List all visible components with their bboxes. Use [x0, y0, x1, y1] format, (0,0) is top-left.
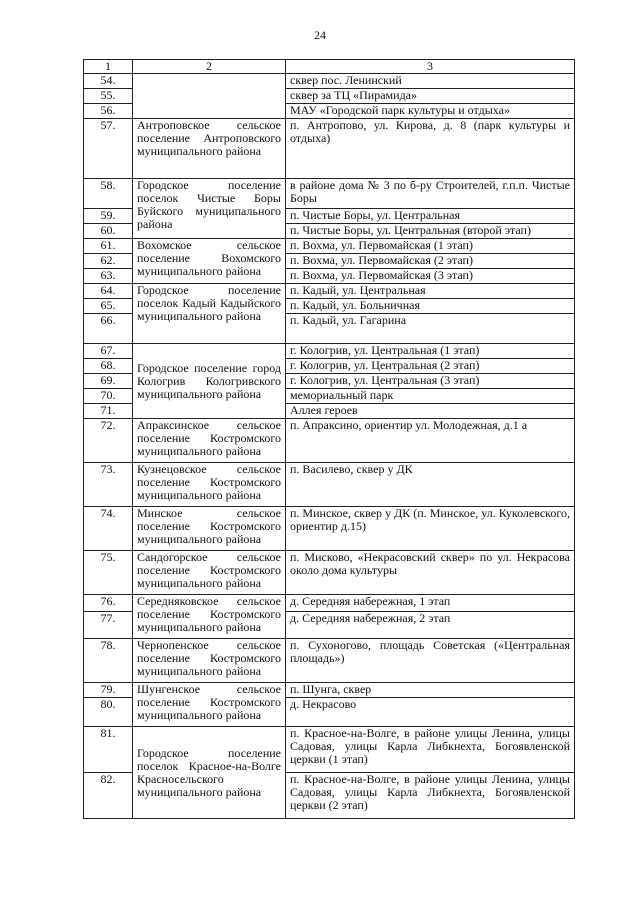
table-row: [84, 119, 575, 179]
row-number: 65.: [84, 299, 133, 314]
row-number: 81.: [84, 727, 133, 773]
municipality-cell: Минское сельское поселение Костромского муниципального района: [133, 507, 286, 551]
municipality-cell: Антроповское сельское поселение Антроповского муниципального района: [133, 119, 286, 179]
municipality-cell: Шунгенское сельское поселение Костромского муниципального района: [133, 683, 286, 727]
location-cell: МАУ «Городской парк культуры и отдыха»: [286, 104, 575, 119]
row-number: 70.: [84, 389, 133, 404]
location-cell: сквер пос. Ленинский: [286, 74, 575, 89]
row-number: 60.: [84, 224, 133, 239]
location-cell: п. Мисково, «Некрасовский сквер» по ул. Некрасова около дома культуры: [286, 551, 575, 595]
row-number: 56.: [84, 104, 133, 119]
location-cell: п. Чистые Боры, ул. Центральная: [286, 209, 575, 224]
location-cell: сквер за ТЦ «Пирамида»: [286, 89, 575, 104]
row-number: 58.: [84, 179, 133, 209]
row-number: 72.: [84, 419, 133, 463]
row-number: 57.: [84, 119, 133, 179]
location-cell: г. Кологрив, ул. Центральная (1 этап): [286, 344, 575, 359]
municipality-cell: Вохомское сельское поселение Вохомского муниципального района: [133, 239, 286, 284]
location-cell: п. Вохма, ул. Первомайская (1 этап): [286, 239, 575, 254]
table-row: [84, 74, 575, 89]
table-row: [84, 639, 575, 683]
table-row: [84, 727, 575, 773]
location-cell: п. Кадый, ул. Центральная: [286, 284, 575, 299]
row-number: 67.: [84, 344, 133, 359]
location-cell: д. Середняя набережная, 1 этап: [286, 595, 575, 612]
row-number: 80.: [84, 698, 133, 727]
row-number: 76.: [84, 595, 133, 612]
location-cell: п. Минское, сквер у ДК (п. Минское, ул. Куколевского, ориентир д.15): [286, 507, 575, 551]
table-row: [84, 344, 575, 359]
location-cell: п. Сухоногово, площадь Советская («Центральная площадь»): [286, 639, 575, 683]
municipality-cell: [133, 74, 286, 119]
table-row: [84, 507, 575, 551]
header-col-1: 1: [84, 60, 133, 74]
table-row: [84, 419, 575, 463]
table-header-row: [84, 60, 575, 74]
location-cell: п. Антропово, ул. Кирова, д. 8 (парк культуры и отдыха): [286, 119, 575, 179]
header-col-2: 2: [133, 60, 286, 74]
table-row: [84, 239, 575, 254]
location-cell: г. Кологрив, ул. Центральная (3 этап): [286, 374, 575, 389]
location-cell: г. Кологрив, ул. Центральная (2 этап): [286, 359, 575, 374]
row-number: 64.: [84, 284, 133, 299]
row-number: 68.: [84, 359, 133, 374]
row-number: 79.: [84, 683, 133, 698]
row-number: 59.: [84, 209, 133, 224]
header-col-3: 3: [286, 60, 575, 74]
table-row: [84, 179, 575, 209]
row-number: 55.: [84, 89, 133, 104]
location-cell: п. Апраксино, ориентир ул. Молодежная, д.1 а: [286, 419, 575, 463]
municipality-cell: Городское поселение поселок Красное-на-Волге Красносельского муниципального района: [133, 727, 286, 819]
row-number: 69.: [84, 374, 133, 389]
row-number: 77.: [84, 612, 133, 639]
row-number: 63.: [84, 269, 133, 284]
location-cell: п. Красное-на-Волге, в районе улицы Ленина, улицы Садовая, улицы Карла Либкнехта, Богоявленской церкви (2 этап): [286, 773, 575, 819]
location-cell: п. Чистые Боры, ул. Центральная (второй этап): [286, 224, 575, 239]
municipality-cell: Чернопенское сельское поселение Костромского муниципального района: [133, 639, 286, 683]
municipality-cell: Апраксинское сельское поселение Костромского муниципального района: [133, 419, 286, 463]
table-row: [84, 551, 575, 595]
location-cell: Аллея героев: [286, 404, 575, 419]
table-row: [84, 463, 575, 507]
municipality-cell: Городское поселение поселок Чистые Боры Буйского муниципального района: [133, 179, 286, 239]
territory-table: [83, 59, 575, 819]
row-number: 73.: [84, 463, 133, 507]
table-row: [84, 284, 575, 299]
location-cell: д. Середняя набережная, 2 этап: [286, 612, 575, 639]
row-number: 54.: [84, 74, 133, 89]
location-cell: п. Красное-на-Волге, в районе улицы Ленина, улицы Садовая, улицы Карла Либкнехта, Богоявленской церкви (1 этап): [286, 727, 575, 773]
page-number: 24: [314, 28, 326, 42]
location-cell: п. Василево, сквер у ДК: [286, 463, 575, 507]
row-number: 62.: [84, 254, 133, 269]
location-cell: п. Кадый, ул. Больничная: [286, 299, 575, 314]
row-number: 74.: [84, 507, 133, 551]
location-cell: п. Кадый, ул. Гагарина: [286, 314, 575, 344]
row-number: 82.: [84, 773, 133, 819]
row-number: 61.: [84, 239, 133, 254]
location-cell: в районе дома № 3 по б-ру Строителей, г.п.п. Чистые Боры: [286, 179, 575, 209]
location-cell: мемориальный парк: [286, 389, 575, 404]
location-cell: п. Вохма, ул. Первомайская (3 этап): [286, 269, 575, 284]
table-row: [84, 595, 575, 612]
municipality-cell: Сандогорское сельское поселение Костромского муниципального района: [133, 551, 286, 595]
row-number: 75.: [84, 551, 133, 595]
municipality-cell: Городское поселение поселок Кадый Кадыйского муниципального района: [133, 284, 286, 344]
row-number: 66.: [84, 314, 133, 344]
location-cell: п. Шунга, сквер: [286, 683, 575, 698]
municipality-cell: Кузнецовское сельское поселение Костромского муниципального района: [133, 463, 286, 507]
row-number: 71.: [84, 404, 133, 419]
location-cell: д. Некрасово: [286, 698, 575, 727]
table-row: [84, 683, 575, 698]
municipality-cell: Городское поселение город Кологрив Кологривского муниципального района: [133, 344, 286, 419]
row-number: 78.: [84, 639, 133, 683]
location-cell: п. Вохма, ул. Первомайская (2 этап): [286, 254, 575, 269]
municipality-cell: Середняковское сельское поселение Костромского муниципального района: [133, 595, 286, 639]
